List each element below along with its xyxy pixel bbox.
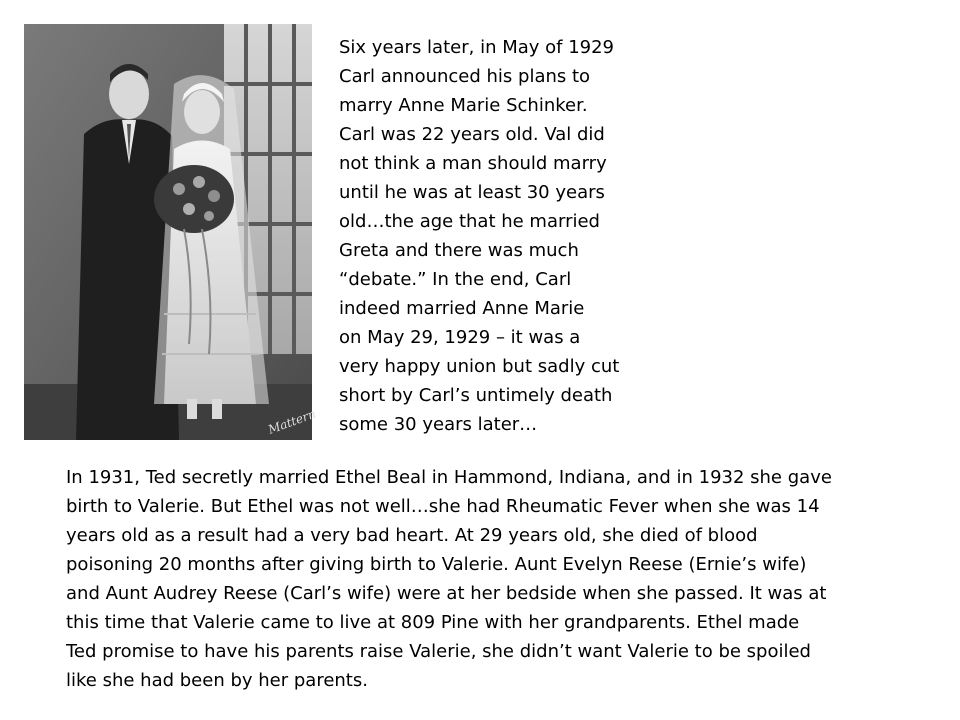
side-line: old…the age that he married xyxy=(339,211,600,232)
side-line: on May 29, 1929 – it was a xyxy=(339,327,581,348)
bottom-paragraph xyxy=(66,463,946,695)
side-line: “debate.” In the end, Carl xyxy=(339,269,572,290)
side-line: not think a man should marry xyxy=(339,153,607,174)
bottom-line: like she had been by her parents. xyxy=(66,670,368,691)
side-line: Greta and there was much xyxy=(339,240,579,261)
bottom-line: years old as a result had a very bad heart. At 29 years old, she died of blood xyxy=(66,525,758,546)
bottom-line: birth to Valerie. But Ethel was not well…she had Rheumatic Fever when she was 14 xyxy=(66,496,820,517)
side-line: very happy union but sadly cut xyxy=(339,356,620,377)
side-line: Six years later, in May of 1929 xyxy=(339,37,615,58)
bottom-line: poisoning 20 months after giving birth to Valerie. Aunt Evelyn Reese (Ernie’s wife) xyxy=(66,554,807,575)
bottom-line: this time that Valerie came to live at 809 Pine with her grandparents. Ethel made xyxy=(66,612,800,633)
side-line: short by Carl’s untimely death xyxy=(339,385,613,406)
side-line: until he was at least 30 years xyxy=(339,182,605,203)
side-line: Carl announced his plans to xyxy=(339,66,591,87)
bottom-line: In 1931, Ted secretly married Ethel Beal in Hammond, Indiana, and in 1932 she gave xyxy=(66,467,832,488)
wedding-photo xyxy=(24,24,318,440)
side-paragraph xyxy=(339,33,659,439)
wedding-photo-image xyxy=(24,24,318,440)
side-line: Carl was 22 years old. Val did xyxy=(339,124,605,145)
photographer-signature: Mattern xyxy=(266,406,318,437)
side-line: indeed married Anne Marie xyxy=(339,298,585,319)
side-line: some 30 years later… xyxy=(339,414,538,435)
side-line: marry Anne Marie Schinker. xyxy=(339,95,588,116)
bottom-line: and Aunt Audrey Reese (Carl’s wife) were at her bedside when she passed. It was at xyxy=(66,583,827,604)
bottom-line: Ted promise to have his parents raise Valerie, she didn’t want Valerie to be spoiled xyxy=(66,641,811,662)
